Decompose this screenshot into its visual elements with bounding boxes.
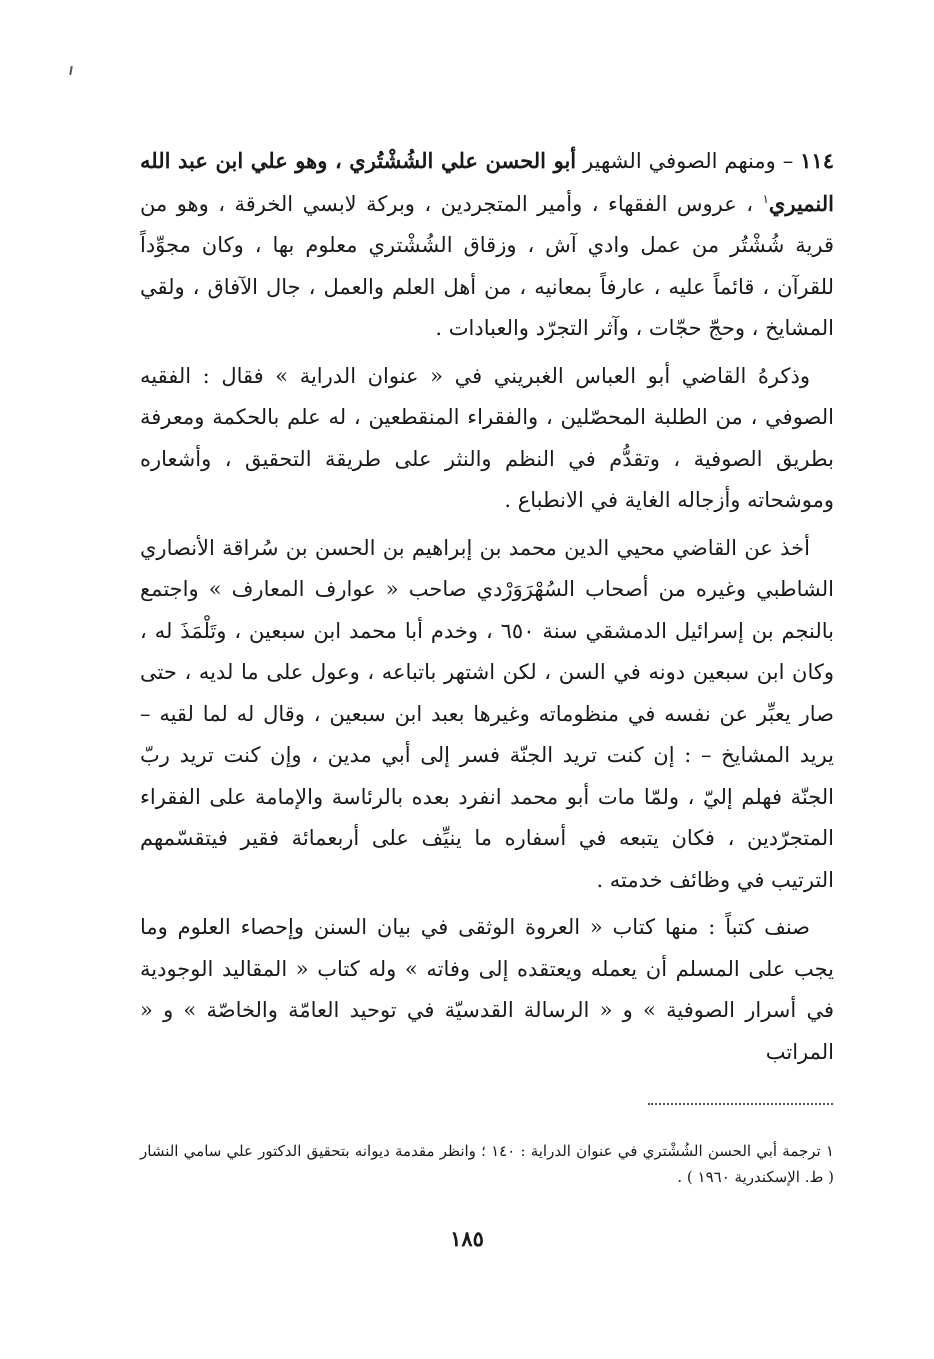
scan-speck: [69, 66, 73, 75]
footnote: [140, 1138, 834, 1190]
paragraph-ghubrini-part2: فقال : الفقيه الصوفي ، من الطلبة المحصّلين ، والفقراء المنقطعين ، له علم بالحكمة ومعرفة بطريق الصوفية ، وتقدُّم في النظم والنثر على طريقة التحقيق ، وأشعاره وموشحاته وأزجاله الغاية في الانطباع .: [140, 363, 834, 512]
paragraph-works: [140, 907, 834, 1073]
entry-dash: –: [775, 149, 801, 173]
entry-intro: ومنهم الصوفي الشهير: [583, 149, 776, 173]
entry-rest: ، عروس الفقهاء ، وأمير المتجردين ، وبركة لابسي الخرقة ، وهو من قرية شُشْتُر من عمل وادي آش ، وزقاق الشُشْتري معلوم بها ، وكان مجوِّداً للقرآن ، قائماً عليه ، عارفاً بمعانيه ، من أهل العلم والعمل ، جال الآفاق ، ولقي المشايخ ، وحجّ حجّات ، وآثر التجرّد والعبادات .: [140, 191, 834, 340]
footnote-text: ١ ترجمة أبي الحسن الشُشْتري في عنوان الدراية : ١٤٠ ؛ وانظر مقدمة ديوانه بتحقيق الدكتور علي سامي النشار ( ط. الإسكندرية ١٩٦٠ ) .: [140, 1142, 834, 1186]
footnote-divider: [648, 1103, 833, 1105]
entry-paragraph: [140, 140, 834, 350]
footnote-marker: ١: [762, 191, 769, 206]
paragraph-teachers: [140, 528, 834, 902]
paragraph-ghubrini: [140, 356, 834, 522]
page-number: ١٨٥: [450, 1226, 484, 1251]
main-text: [140, 140, 834, 1073]
paragraph-works-text: صنف كتباً : منها كتاب « العروة الوثقى في بيان السنن وإحصاء العلوم وما يجب على المسلم أن يعمله ويعتقده إلى وفاته » وله كتاب « المقاليد الوجودية في أسرار الصوفية » و « الرسالة القدسيّة في توحيد العامّة والخاصّة » و « المراتب: [140, 915, 834, 1064]
paragraph-teachers-text: أخذ عن القاضي محيي الدين محمد بن إبراهيم بن الحسن بن سُراقة الأنصاري الشاطبي وغيره من أصحاب السُهْرَوَرْدي صاحب « عوارف المعارف » واجتمع بالنجم بن إسرائيل الدمشقي سنة ٦٥٠ ، وخدم أبا محمد ابن سبعين ، وتَلْمَذَ له ، وكان ابن سبعين دونه في السن ، لكن اشتهر باتباعه ، وعول على ما لديه ، حتى صار يعبِّر عن نفسه في منظوماته وغيرها بعبد ابن سبعين ، وقال له لما لقيه – يريد المشايخ – : إن كنت تريد الجنّة فسر إلى أبي مدين ، وإن كنت تريد ربّ الجنّة فهلم إليّ ، ولمّا مات أبو محمد انفرد بعده بالرئاسة والإمامة على الفقراء المتجرّدين ، فكان يتبعه في أسفاره ما ينيِّف على أربعمائة فقير فيتقسّمهم الترتيب في وظائف خدمته .: [140, 535, 834, 892]
entry-number: ١١٤: [800, 148, 834, 173]
paragraph-ghubrini-part1: وذكرهُ القاضي أبو العباس الغبريني في « عنوان الدراية »: [275, 363, 811, 388]
entry-name: أبو الحسن علي الشُشْتُري ، وهو علي ابن عبد الله النميري: [140, 148, 834, 216]
